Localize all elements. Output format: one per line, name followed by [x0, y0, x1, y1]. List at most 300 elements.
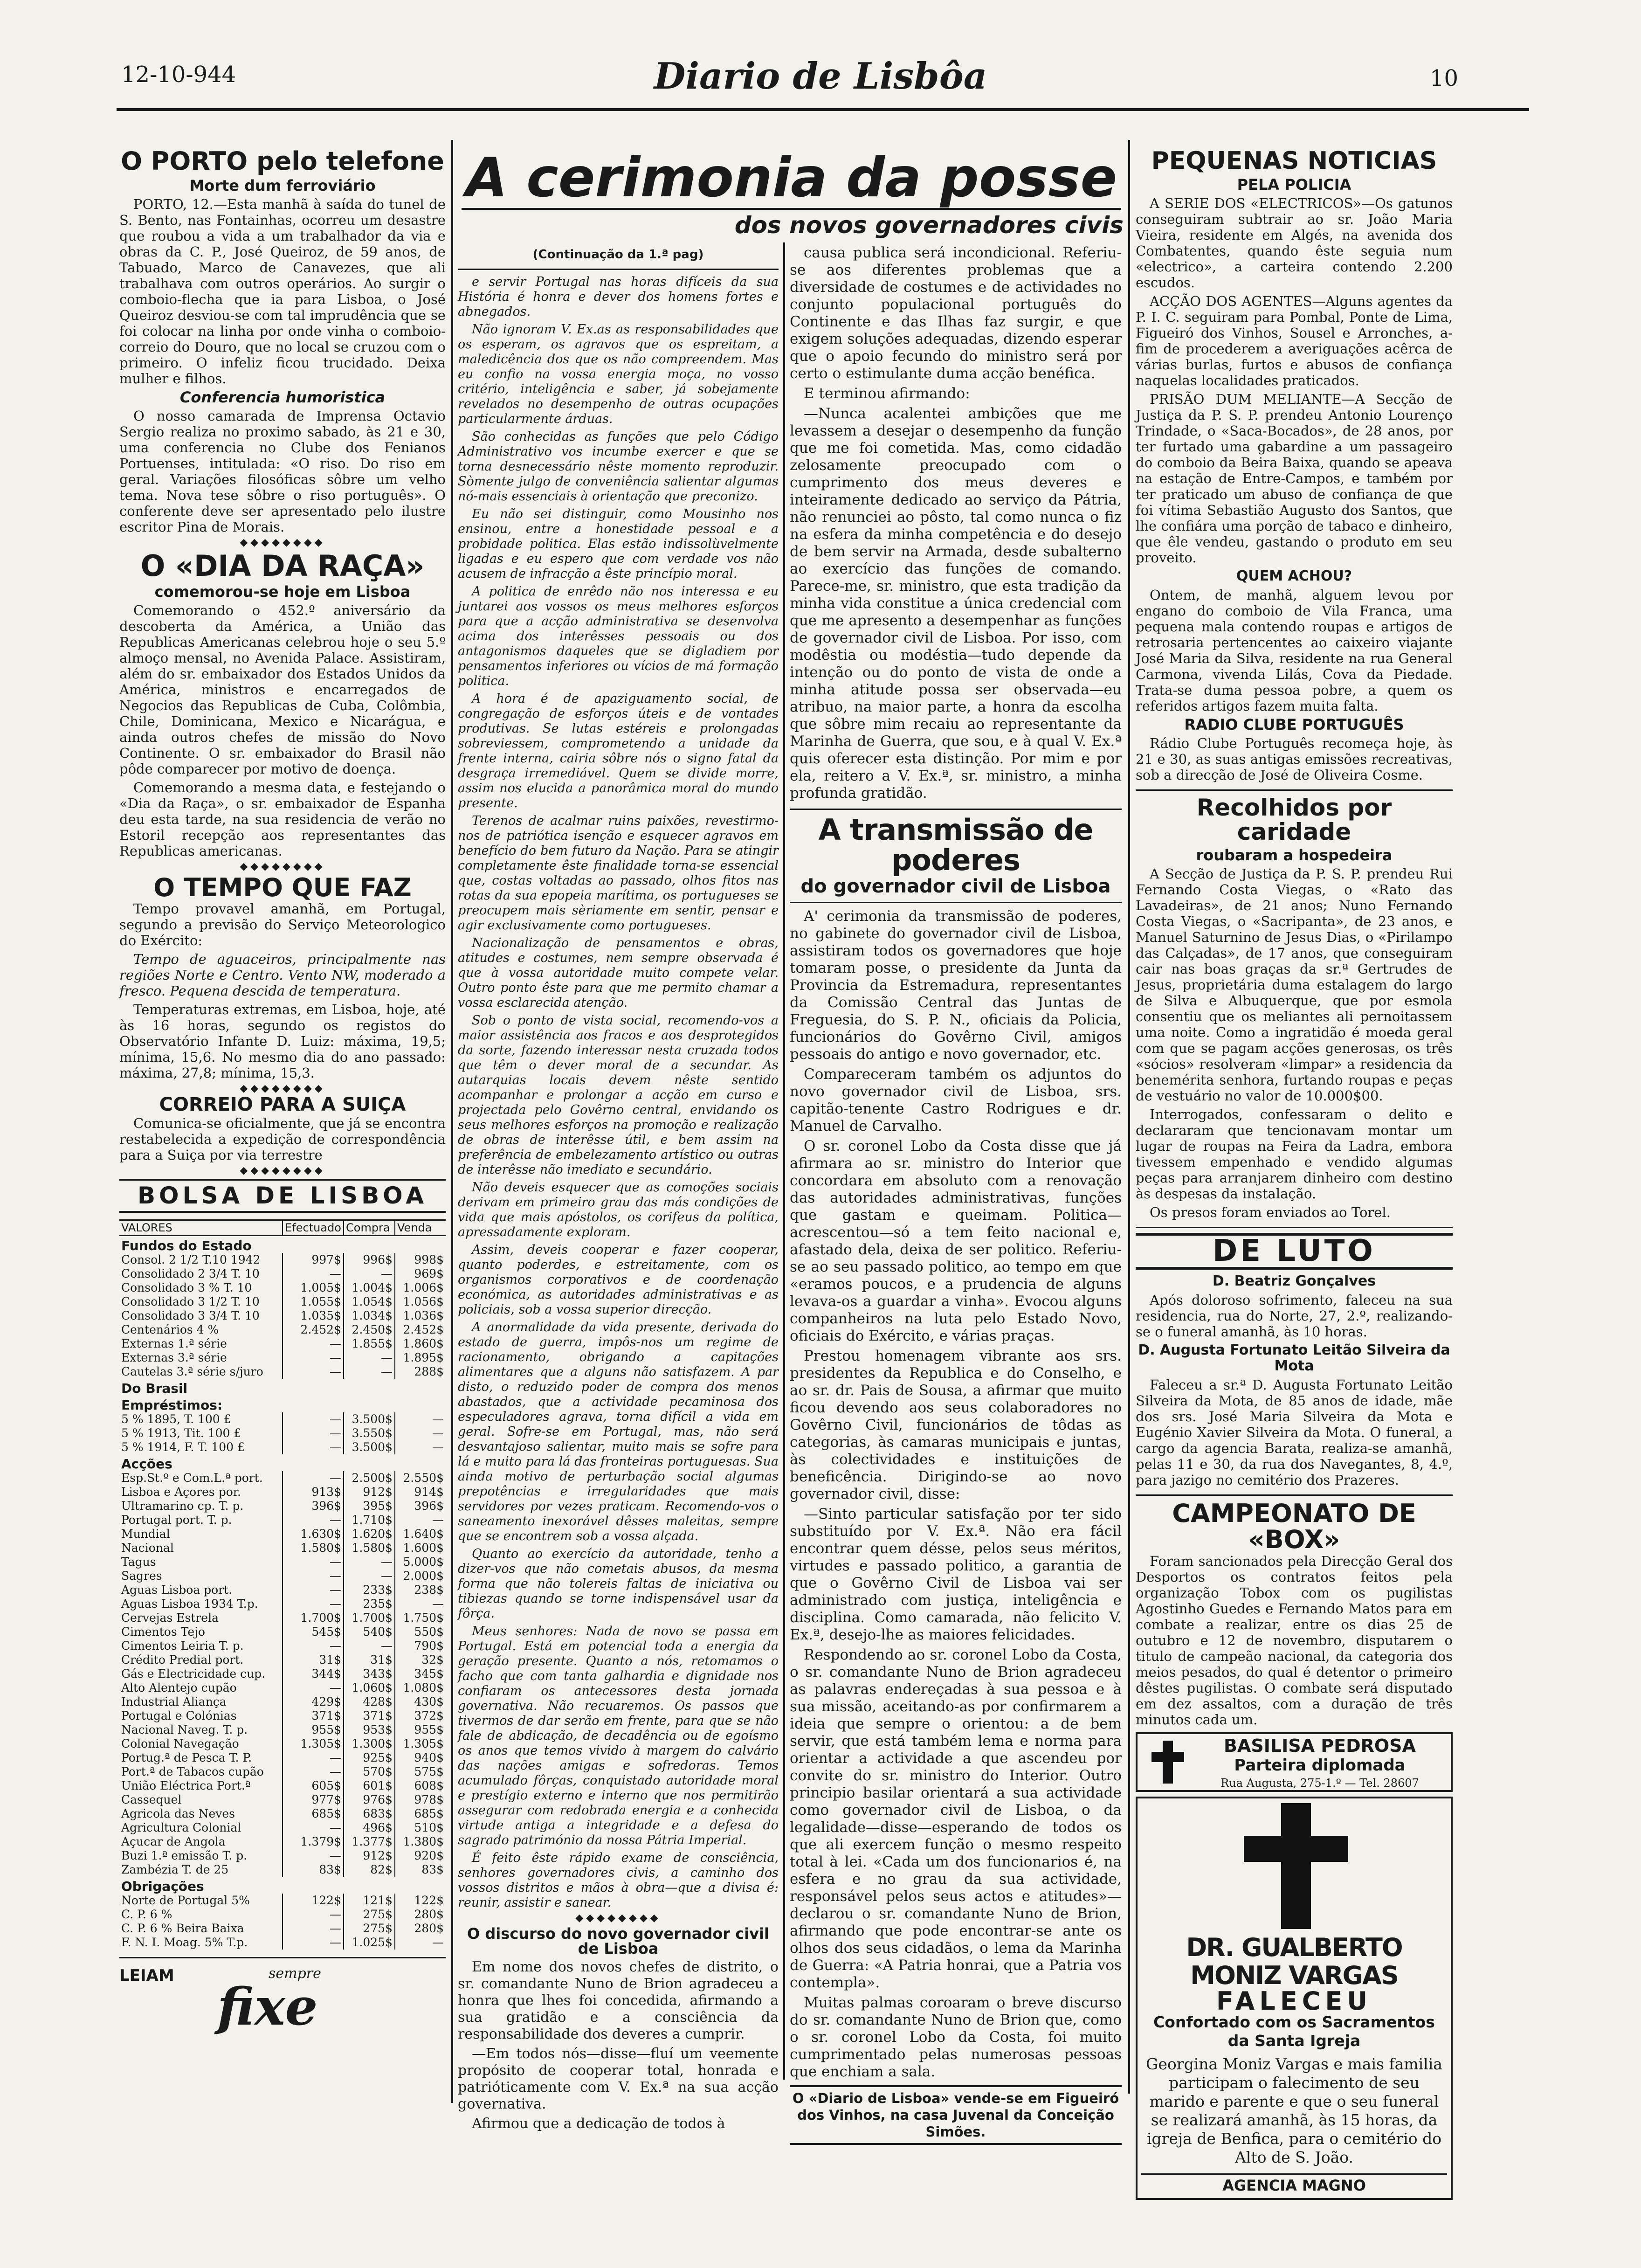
- bolsa-price: 496$: [344, 1821, 395, 1835]
- discurso-text: [458, 1959, 779, 2132]
- section-divider: ◆◆◆◆◆◆◆◆: [240, 536, 325, 548]
- bolsa-security-name: Agricola das Neves: [121, 1806, 235, 1820]
- bolsa-price: 371$: [344, 1709, 395, 1723]
- bolsa-security-name: Colonial Navegação: [121, 1736, 239, 1750]
- speech-paragraph: E terminou afirmando:: [804, 385, 970, 402]
- bolsa-rows: [119, 1235, 446, 1950]
- pequenas-paragraph: PRISÃO DUM MELIANTE—A Secção de Justiça da P. S. P. prendeu Antonio Lourenço Trindade, o «Saca-Bocados», de 28 anos, por ter furtado uma gabardine a um passageiro do comboio da Beira Baixa, quando se apeava na estação de Entre-Campos, e também por ter praticado um abuso de confiança de que foi vítima Sebastião Augusto dos Santos, que lhe confiára uma porção de tabaco e dinheiro, que êle vendeu, gastando o produto em seu proveito.: [1136, 391, 1453, 566]
- bolsa-price: 1.630$: [283, 1527, 344, 1541]
- bolsa-price: 83$: [395, 1863, 446, 1877]
- bolsa-row: [119, 1485, 446, 1499]
- bolsa-price: 5.000$: [395, 1555, 446, 1569]
- bolsa-price: —: [344, 1365, 395, 1379]
- bolsa-price: 122$: [283, 1894, 344, 1908]
- bolsa-price: 2.500$: [344, 1471, 395, 1485]
- obituary-name: DR. GUALBERTO MONIZ VARGAS: [1186, 1933, 1402, 1991]
- bolsa-row: [119, 1793, 446, 1807]
- transmissao-headline: A transmissão de poderes: [818, 813, 1093, 878]
- luto-headline: DE LUTO: [1136, 1233, 1453, 1270]
- bolsa-price: 1.300$: [344, 1737, 395, 1751]
- bolsa-security-name: Mundial: [121, 1527, 170, 1541]
- bolsa-price: 570$: [344, 1765, 395, 1779]
- discurso-paragraph: Afirmou que a dedicação de todos à: [472, 2116, 725, 2132]
- bolsa-price: 914$: [395, 1485, 446, 1499]
- bolsa-price: 288$: [395, 1365, 446, 1379]
- obituary-notice: [1136, 1797, 1453, 2200]
- bolsa-security-name: Nacional: [121, 1541, 174, 1555]
- bolsa-security-name: União Eléctrica Port.ª: [121, 1778, 251, 1792]
- bolsa-row: [119, 1597, 446, 1611]
- bolsa-price: 540$: [344, 1625, 395, 1639]
- bolsa-price: 371$: [283, 1709, 344, 1723]
- bolsa-security-name: Buzi 1.ª emissão T. p.: [121, 1848, 248, 1862]
- bolsa-price: 1.600$: [395, 1541, 446, 1555]
- bolsa-price: 3.500$: [344, 1440, 395, 1454]
- bolsa-section-row: [119, 1454, 446, 1471]
- bolsa-price: 31$: [283, 1653, 344, 1667]
- divider: [790, 809, 1122, 810]
- bolsa-price: 345$: [395, 1667, 446, 1681]
- bolsa-price: 1.855$: [344, 1337, 395, 1351]
- section-divider: ◆◆◆◆◆◆◆◆: [240, 860, 325, 872]
- bolsa-row: [119, 1412, 446, 1426]
- divider: [458, 269, 779, 270]
- bolsa-price: 343$: [344, 1667, 395, 1681]
- bolsa-security-name: Industrial Aliança: [121, 1694, 227, 1708]
- porto-headline: O PORTO pelo telefone: [121, 146, 444, 176]
- pequenas-headline: PEQUENAS NOTICIAS: [1151, 147, 1437, 175]
- column-3: [790, 244, 1122, 2140]
- bolsa-row: [119, 1471, 446, 1485]
- bolsa-price: 1.025$: [344, 1936, 395, 1950]
- bolsa-price: 31$: [344, 1653, 395, 1667]
- bolsa-security-name: Portugal e Colónias: [121, 1708, 237, 1722]
- bolsa-price: —: [283, 1412, 344, 1426]
- transmissao-paragraph: Compareceram também os adjuntos do novo governador civil de Lisboa, srs. capitão-tenente Castro Rodrigues e dr. Manuel de Carvalho.: [790, 1066, 1122, 1135]
- bolsa-security-name: Esp.St.º e Com.L.ª port.: [121, 1471, 263, 1485]
- bolsa-price: —: [283, 1267, 344, 1281]
- section-divider: ◆◆◆◆◆◆◆◆: [240, 1165, 325, 1177]
- bolsa-security-name: Consolidado 3 1/2 T. 10: [121, 1294, 260, 1308]
- bolsa-price: —: [395, 1426, 446, 1440]
- dia-raca-body: Comemorando o 452.º aniversário da descoberta da América, a União das Republicas Americanas celebrou hoje o seu 5.º almoço mensal, no Avenida Palace. Assistiram, além do sr. embaixador dos Estados Unidos da América, ministros e encarregados de Negocios das Republicas de Cuba, Colômbia, Chile, Dominicana, Mexico e Nicarágua, e ainda outros chefes de missão do Novo Continente. O sr. embaixador do Brasil não pôde comparecer por motivo de doença.: [119, 602, 446, 777]
- obituary-agency: AGENCIA MAGNO: [1141, 2173, 1447, 2193]
- bolsa-price: —: [283, 1569, 344, 1583]
- bolsa-section-label: Do Brasil: [121, 1380, 188, 1396]
- bolsa-row: [119, 1695, 446, 1709]
- bolsa-price: —: [283, 1555, 344, 1569]
- bolsa-security-name: C. P. 6 %: [121, 1907, 172, 1921]
- bolsa-security-name: Externas 1.ª série: [121, 1336, 227, 1350]
- bolsa-price: 1.034$: [344, 1309, 395, 1323]
- transmissao-text: [790, 908, 1122, 2081]
- bolsa-price: 510$: [395, 1821, 446, 1835]
- bolsa-price: —: [283, 1337, 344, 1351]
- bolsa-price: 122$: [395, 1894, 446, 1908]
- bolsa-price: —: [283, 1583, 344, 1597]
- bolsa-price: —: [283, 1751, 344, 1765]
- section-divider: ◆◆◆◆◆◆◆◆: [575, 1912, 661, 1924]
- bolsa-row: [119, 1908, 446, 1922]
- discurso-paragraph: Em nome dos novos chefes de distrito, o sr. comandante Nuno de Brion agradeceu a honra que lhes foi concedida, afirmando a sua gratidão e a consciência da responsabilidade dos deveres a cumprir.: [458, 1959, 779, 2042]
- fixe-tagline: sempre: [269, 1965, 321, 1982]
- bolsa-security-name: Cervejas Estrela: [121, 1611, 219, 1625]
- bolsa-section-row: [119, 1379, 446, 1396]
- bolsa-security-name: Cassequel: [121, 1792, 182, 1806]
- bolsa-row: [119, 1751, 446, 1765]
- bolsa-price: 685$: [395, 1807, 446, 1821]
- tempo-temperatures: Temperaturas extremas, em Lisboa, hoje, até às 16 horas, segundo os registos do Observatório Infante D. Luiz: máxima, 19,5; mínima, 15,6. No mesmo dia do ano passado: máxima, 27,8; mínima, 15,3.: [119, 1002, 446, 1081]
- bolsa-price: 83$: [283, 1863, 344, 1877]
- speech-paragraph: causa publica será incondicional. Referiu-se aos diferentes problemas que a diversidade de costumes e de actividades no conjunto populacional português do Continente e das Ilhas faz surgir, e que exigem soluções adequadas, dizendo esperar que o apoio fecundo do ministro será por certo o estimulante duma acção benéfica.: [790, 244, 1122, 382]
- bolsa-price: —: [283, 1936, 344, 1950]
- correio-body: Comunica-se oficialmente, que já se encontra restabelecida a expedição de correspondência para a Suiça por via terrestre: [119, 1115, 446, 1163]
- tempo-body: Tempo provavel amanhã, em Portugal, segundo a previsão do Serviço Meteorologico do Exército:: [119, 901, 446, 949]
- pequenas-paragraph: A SERIE DOS «ELECTRICOS»—Os gatunos conseguiram subtrair ao sr. João Maria Vieira, residente em Algés, na avenida dos Combatentes, quando êste seguia num «electrico», a carteira contendo 2.200 escudos.: [1136, 195, 1453, 290]
- bolsa-security-name: Crédito Predial port.: [121, 1653, 244, 1666]
- bolsa-security-name: Ultramarino cp. T. p.: [121, 1499, 244, 1513]
- speech-paragraph: Não deveis esquecer que as comoções sociais derivam em primeiro grau das más condições de vida que mais apóstolos, os corifeus da política, apressadamente exploram.: [458, 1180, 779, 1239]
- bolsa-price: 428$: [344, 1695, 395, 1709]
- bolsa-price: 1.700$: [344, 1611, 395, 1625]
- speech-paragraph: e servir Portugal nas horas difíceis da sua História é honra e dever dos homens fortes e abnegados.: [458, 275, 779, 319]
- bolsa-price: 1.305$: [283, 1737, 344, 1751]
- bolsa-security-name: Centenários 4 %: [121, 1322, 219, 1336]
- speech-paragraph: Sob o ponto de vista social, recomendo-vos a maior assistência aos fracos e aos desprotegidos da sorte, fazendo interessar nesta cruzada todos que têm o dever moral de a secundar. As autarquias locais devem nêste sentido acompanhar e prolongar a acção em curso e projectada pelo Govêrno central, envidando os seus melhores esforços na promoção e realização de obras de interêsse útil, e bem assim na preferência de embelezamento artístico ou outras de interêsse não imediato e secundário.: [458, 1013, 779, 1177]
- bolsa-price: 1.860$: [395, 1337, 446, 1351]
- bolsa-price: —: [344, 1267, 395, 1281]
- correio-headline: CORREIO PARA A SUIÇA: [159, 1094, 406, 1116]
- bolsa-price: —: [344, 1569, 395, 1583]
- basilisa-address: Rua Augusta, 275-1.º — Tel. 28607: [1220, 1777, 1419, 1790]
- bolsa-row: [119, 1295, 446, 1309]
- bolsa-price: 550$: [395, 1625, 446, 1639]
- pequenas-paragraph: ACÇÃO DOS AGENTES—Alguns agentes da P. I. C. seguiram para Pombal, Ponte de Lima, Figueiró dos Vinhos, Sousel e Arronches, a-fim de procederem a averiguações acêrca de várias burlas, furtos e abusos de confiança naquelas localidades praticados.: [1136, 293, 1453, 388]
- bolsa-row: [119, 1351, 446, 1365]
- bolsa-price: 912$: [344, 1485, 395, 1499]
- obituary-confortado: Confortado com os Sacramentos da Santa Igreja: [1153, 2013, 1435, 2050]
- bolsa-price: 1.305$: [395, 1737, 446, 1751]
- bolsa-price: 1.006$: [395, 1281, 446, 1295]
- bolsa-security-name: Cautelas 3.ª série s/juro: [121, 1364, 263, 1378]
- bolsa-price: 2.000$: [395, 1569, 446, 1583]
- bolsa-price: 913$: [283, 1485, 344, 1499]
- bolsa-row: [119, 1253, 446, 1267]
- bolsa-price: 344$: [283, 1667, 344, 1681]
- column-1: [119, 148, 446, 2097]
- column-rule: [1128, 140, 1130, 2094]
- bolsa-security-name: Zambézia T. de 25: [121, 1862, 229, 1876]
- bolsa-price: 233$: [344, 1583, 395, 1597]
- bolsa-price: 3.500$: [344, 1412, 395, 1426]
- bolsa-price: 1.056$: [395, 1295, 446, 1309]
- bolsa-price: 605$: [283, 1779, 344, 1793]
- bolsa-price: 1.580$: [283, 1541, 344, 1555]
- speech-paragraph: São conhecidas as funções que pelo Código Administrativo vos incumbe exercer e que se torna desnecessário nêste momento reproduzir. Sòmente julgo de conveniência salientar algumas nó-mais essenciais à orientação que preconizo.: [458, 429, 779, 504]
- bolsa-price: 953$: [344, 1723, 395, 1737]
- bolsa-row: [119, 1569, 446, 1583]
- basilisa-role: Parteira diplomada: [1234, 1756, 1406, 1775]
- bolsa-price: 601$: [344, 1779, 395, 1793]
- bolsa-row: [119, 1281, 446, 1295]
- bolsa-price: 940$: [395, 1751, 446, 1765]
- leiam-label: LEIAM: [119, 1966, 174, 1985]
- bolsa-header: Efectuado: [283, 1220, 344, 1235]
- bolsa-price: 396$: [395, 1499, 446, 1513]
- discurso-headline: O discurso do novo governador civil de Lisboa: [467, 1925, 769, 1957]
- speech-paragraph: Terenos de acalmar ruins paixões, revestirmo-nos de patriótica isenção e esquecer agravos em benefício do bem futuro da Nação. Para se atingir completamente êste finalidade torna-se essencial que, costas voltadas ao passado, olhos fitos nas rotas da sua epopeia marítima, os portugueses se preocupem mais sèriamente em sentir, pensar e agir exclusivamente como portugueses.: [458, 814, 779, 933]
- bolsa-price: 1.036$: [395, 1309, 446, 1323]
- column-rule: [783, 242, 785, 2080]
- bolsa-row: [119, 1765, 446, 1779]
- bolsa-price: —: [283, 1849, 344, 1863]
- bolsa-price: 1.895$: [395, 1351, 446, 1365]
- bolsa-security-name: Tagus: [121, 1555, 156, 1569]
- bolsa-price: 1.035$: [283, 1309, 344, 1323]
- figueiro-notice: O «Diario de Lisboa» vende-se em Figueiró dos Vinhos, na casa Juvenal da Conceição Simões.: [790, 2085, 1122, 2145]
- bolsa-row: [119, 1779, 446, 1793]
- conferencia-headline: Conferencia humoristica: [179, 388, 386, 406]
- bolsa-security-name: Aguas Lisboa 1934 T.p.: [121, 1597, 258, 1611]
- speech-paragraph: A anormalidade da vida presente, derivada do estado de guerra, impôs-nos um regime de racionamento, obrigando a capitações alimentares que a alguns não satisfazem. A par disto, o reduzido poder de compra dos menos abastados, que a actividade pecaminosa dos especuladores agrava, torna difícil a vida em geral. Sofre-se em Portugal, mas, não será desvantajoso salientar, muito mais se sofre para lá e muito para lá das fronteiras portuguesas. Sua ainda motivo de perturbação social algumas prepotências e irregularidades que mais servidores por vezes praticam. Recomendo-vos o saneamento inexorável dêsses maleitas, sempre que se encontrem sob a vossa alçada.: [458, 1320, 779, 1543]
- speech-text: [458, 275, 779, 1910]
- bolsa-security-name: Portug.ª de Pesca T. P.: [121, 1750, 252, 1764]
- bolsa-price: —: [283, 1765, 344, 1779]
- bolsa-row: [119, 1723, 446, 1737]
- bolsa-price: 280$: [395, 1922, 446, 1936]
- bolsa-price: 575$: [395, 1765, 446, 1779]
- bolsa-price: 1.710$: [344, 1513, 395, 1527]
- discurso-paragraph: —Em todos nós—disse—fluí um veemente propósito de cooperar total, honrada e patrióticamente com V. Ex.ª na sua acção governativa.: [458, 2046, 779, 2112]
- issue-date: 12-10-944: [121, 62, 236, 88]
- transmissao-paragraph: Respondendo ao sr. coronel Lobo da Costa, o sr. comandante Nuno de Brion agradeceu as palavras endereçadas à sua pessoa e à sua missão, aceitando-as por confirmarem a ideia que sempre o orientou: a de bem servir, que está também lema e norma para orientar a actividade a que ascendeu por convite do sr. ministro do Interior. Outro principio basilar orientará a sua actividade como governador civil de Lisboa, o da legalidade—disse—esperando de todos os que ali exercem função o mesmo respeito total à lei. «Cada um dos funcionarios é, na esfera e no grau da sua actividade, responsável pelos seus actos e atitudes»—declarou o sr. comandante Nuno de Brion, afirmando que pode encontrar-se ante os olhos dos seus cidadãos, o lema da Marinha de Guerra: «A Patria honrai, que a Patria vos contempla».: [790, 1646, 1122, 1991]
- bolsa-price: —: [283, 1471, 344, 1485]
- bolsa-row: [119, 1681, 446, 1695]
- bolsa-security-name: Alto Alentejo cupão: [121, 1680, 237, 1694]
- bolsa-row: [119, 1309, 446, 1323]
- bolsa-price: —: [283, 1351, 344, 1365]
- dia-raca-body: Comemorando a mesma data, e festejando o «Dia da Raça», o sr. embaixador de Espanha deu esta tarde, na sua residencia de verão no Estoril recepção aos representantes das Republicas americanas.: [119, 779, 446, 859]
- bolsa-price: 1.700$: [283, 1611, 344, 1625]
- cross-icon: [1141, 1803, 1447, 1929]
- bolsa-section-row: [119, 1396, 446, 1412]
- luto-body: Faleceu a sr.ª D. Augusta Fortunato Leitão Silveira da Mota, de 85 anos de idade, mãe dos srs. José Maria Silveira da Mota e Eugénio Xavier Silveira da Mota. O funeral, a cargo da agencia Barata, realiza-se amanhã, pelas 11 e 30, da rua dos Navegantes, 8, 4.º, para jazigo no cemitério dos Prazeres.: [1136, 1376, 1453, 1488]
- bolsa-price: 235$: [344, 1597, 395, 1611]
- bolsa-security-name: F. N. I. Moag. 5% T.p.: [121, 1935, 248, 1949]
- luto-name: D. Augusta Fortunato Leitão Silveira da Mota: [1138, 1341, 1450, 1374]
- bolsa-price: 1.005$: [283, 1281, 344, 1295]
- bolsa-section-label: Empréstimos:: [121, 1397, 223, 1413]
- bolsa-row: [119, 1835, 446, 1849]
- porto-body: PORTO, 12.—Esta manhã à saída do tunel de S. Bento, nas Fontainhas, ocorreu um desastre que roubou a vida a um trabalhador da via e obras da C. P., José Queiroz, de 59 anos, de Tabuado, Marco de Canavezes, que ali trabalhava com outros operários. Ao surgir o comboio-flecha que ia para Lisboa, o José Queiroz desviou-se com tal imprudência que se foi colocar na linha por onde vinha o comboio-correio do Douro, que no local se cruzou com o primeiro. O infeliz ficou trucidado. Deixa mulher e filhos.: [119, 196, 446, 387]
- bolsa-security-name: C. P. 6 % Beira Baixa: [121, 1921, 244, 1935]
- column-2: [458, 244, 779, 2132]
- bolsa-price: 608$: [395, 1779, 446, 1793]
- recolhidos-subheadline: roubaram a hospedeira: [1196, 846, 1393, 864]
- bolsa-price: 978$: [395, 1793, 446, 1807]
- bolsa-row: [119, 1863, 446, 1877]
- recolhidos-body: A Secção de Justiça da P. S. P. prendeu Rui Fernando Costa Viegas, o «Rato das Lavadeiras», de 21 anos; Nuno Fernando Costa Viegas, o «Sacripanta», de 23 anos, e Manuel Saturnino de Jesus Dias, o «Pirilampo das Calçadas», de 17 anos, que conseguiram cair nas boas graças da sr.ª Gertrudes de Jesus, proprietária duma estalagem do largo de Silva e Albuquerque, que por esmola consentiu que os meliantes ali pernoitassem uma noite. Como a ingratidão é moeda geral com que se pagam acções generosas, os três «sócios» resolveram «limpar» a residencia da benemérita senhora, furtando roupas e peças de vestuário no valor de 10.000$00.: [1136, 865, 1453, 1104]
- bolsa-security-name: Gás e Electricidade cup.: [121, 1666, 266, 1680]
- bolsa-price: —: [395, 1936, 446, 1950]
- bolsa-price: 1.060$: [344, 1681, 395, 1695]
- bolsa-price: 429$: [283, 1695, 344, 1709]
- leiam-ad: [119, 1957, 446, 2052]
- basilisa-name: BASILISA PEDROSA: [1224, 1736, 1416, 1756]
- speech-paragraph: Quanto ao exercício da autoridade, tenho a dizer-vos que não cometais abusos, da mesma forma que não tolereis faltas de iniciativa ou tibiezas quando se torne indispensável usar da fôrça.: [458, 1547, 779, 1621]
- obituary-faleceu: FALECEU: [1216, 1986, 1372, 2016]
- bolsa-row: [119, 1611, 446, 1625]
- bolsa-price: 685$: [283, 1807, 344, 1821]
- bolsa-table: [119, 1219, 446, 1950]
- governor-speech-end: [790, 244, 1122, 802]
- box-headline: CAMPEONATO DE «BOX»: [1172, 1498, 1416, 1555]
- bolsa-price: 3.550$: [344, 1426, 395, 1440]
- bolsa-security-name: Cimentos Leiria T. p.: [121, 1639, 244, 1653]
- bolsa-row: [119, 1709, 446, 1723]
- bolsa-price: 372$: [395, 1709, 446, 1723]
- bolsa-price: 275$: [344, 1922, 395, 1936]
- bolsa-row: [119, 1499, 446, 1513]
- bolsa-price: 1.640$: [395, 1527, 446, 1541]
- bolsa-security-name: Portugal port. T. p.: [121, 1513, 232, 1527]
- speech-paragraph: Não ignoram V. Ex.as as responsabilidades que os esperam, os agravos que os espreitam, a maledicência dos que os não compreendem. Mas eu confio na vossa energia moça, no vosso critério, inteligência e saber, já sobejamente revelados no desempenho de outras ocupações particularmente árduas.: [458, 322, 779, 426]
- bolsa-price: 1.377$: [344, 1835, 395, 1849]
- bolsa-price: 925$: [344, 1751, 395, 1765]
- bolsa-price: 790$: [395, 1639, 446, 1653]
- bolsa-price: 977$: [283, 1793, 344, 1807]
- tempo-forecast: Tempo de aguaceiros, principalmente nas regiões Norte e Centro. Vento NW, moderado a fresco. Pequena descida de temperatura.: [119, 951, 446, 999]
- speech-paragraph: A politica de enrêdo não nos interessa e eu juntarei aos vossos os meus melhores esforços para que a acção administrativa se desenvolva acima dos interêsses pessoais ou dos antagonismos daqueles que se digladiem por pensamentos inferiores ou vícios de má formação politica.: [458, 584, 779, 688]
- conferencia-body: O nosso camarada de Imprensa Octavio Sergio realiza no proximo sabado, às 21 e 30, uma conferencia no Clube dos Fenianos Portuenses, intitulada: «O riso. Do riso em geral. Variações filosóficas sôbre um velho tema. Nova tese sôbre o riso português». O conferente deve ser apresentado pelo ilustre escritor Pina de Morais.: [119, 408, 446, 535]
- bolsa-security-name: Aguas Lisboa port.: [121, 1583, 233, 1597]
- bolsa-price: 2.550$: [395, 1471, 446, 1485]
- bolsa-row: [119, 1365, 446, 1379]
- speech-paragraph: Eu não sei distinguir, como Mousinho nos ensinou, entre a honestidade pessoal e a probidade politica. Elas estão indissolùvelmente ligadas e eu espero que com verdade vos não acusem de infracção a êste princípio moral.: [458, 507, 779, 581]
- bolsa-header: Compra: [344, 1220, 395, 1235]
- bolsa-row: [119, 1737, 446, 1751]
- recolhidos-body: Interrogados, confessaram o delito e declararam que tencionavam montar um lugar de roupas na Feira da Ladra, embora tivessem empenhado e vendido algumas peças para arranjarem dinheiro com destino às despesas da instalação.: [1136, 1106, 1453, 1202]
- bolsa-price: 998$: [395, 1253, 446, 1267]
- bolsa-security-name: Consolidado 3 3/4 T. 10: [121, 1308, 260, 1322]
- bolsa-section-label: Obrigações: [121, 1878, 204, 1894]
- bolsa-price: 395$: [344, 1499, 395, 1513]
- box-body: Foram sancionados pela Direcção Geral dos Desportos os contratos feitos pela organização Tobox com os pugilistas Agostinho Guedes e Fernando Matos para em combate a realizar, entre os dias 25 de outubro e 12 de novembro, disputarem o titulo de campeão nacional, da categoria dos meios pesados, do qual é detentor o primeiro dêstes pugilistas. O combate será disputado em dez assaltos, com a duração de três minutos cada um.: [1136, 1553, 1453, 1728]
- bolsa-security-name: Lisboa e Açores por.: [121, 1485, 241, 1499]
- bolsa-security-name: 5 % 1914, F. T. 100 £: [121, 1440, 245, 1454]
- bolsa-price: 430$: [395, 1695, 446, 1709]
- bolsa-security-name: Agricultura Colonial: [121, 1820, 241, 1834]
- bolsa-price: 976$: [344, 1793, 395, 1807]
- bolsa-price: 969$: [395, 1267, 446, 1281]
- bolsa-section-label: Acções: [121, 1456, 172, 1472]
- bolsa-price: —: [283, 1513, 344, 1527]
- bolsa-price: 1.380$: [395, 1835, 446, 1849]
- bolsa-row: [119, 1583, 446, 1597]
- radio-body: Rádio Clube Português recomeça hoje, às 21 e 30, as suas antigas emissões recreativas, sob a direcção de José de Oliveira Cosme.: [1136, 735, 1453, 783]
- speech-paragraph: A hora é de apaziguamento social, de congregação de esforços úteis e de vontades produtivas. Se lutas estéreis e prolongadas sobreviessem, comprometendo a unidade da frente interna, cairia sôbre nós o signo fatal da desgraça irremediável. Quem se divide morre, assim nos elucida a panorâmica moral do mundo presente.: [458, 691, 779, 810]
- bolsa-price: 2.452$: [395, 1323, 446, 1337]
- bolsa-price: —: [283, 1426, 344, 1440]
- bolsa-security-name: Consol. 2 1/2 T.10 1942: [121, 1252, 261, 1266]
- masthead: Diario de Lisbôa: [654, 55, 987, 97]
- bolsa-section-row: [119, 1877, 446, 1894]
- bolsa-row: [119, 1936, 446, 1950]
- divider: [1136, 1494, 1453, 1496]
- bolsa-price: —: [395, 1597, 446, 1611]
- bolsa-headline: BOLSA DE LISBOA: [119, 1179, 446, 1213]
- bolsa-security-name: Norte de Portugal 5%: [121, 1893, 250, 1907]
- bolsa-row: [119, 1541, 446, 1555]
- header-rule: [117, 108, 1529, 111]
- bolsa-price: 2.452$: [283, 1323, 344, 1337]
- speech-paragraph: Nacionalização de pensamentos e obras, atitudes e costumes, nem sempre observada é que à vossa autoridade muito compete velar. Outro ponto êste para que me permito chamar a vossa esclarecida atenção.: [458, 936, 779, 1010]
- quem-achou-body: Ontem, de manhã, alguem levou por engano do comboio de Vila Franca, uma pequena mala contendo roupas e artigos de retrosaria pertencentes ao caixeiro viajante José Maria da Silva, residente na rua General Carmona, vivenda Lilás, Cova da Piedade. Trata-se duma pessoa pobre, a quem os referidos artigos fazem muita falta.: [1136, 587, 1453, 714]
- bolsa-price: 1.054$: [344, 1295, 395, 1309]
- bolsa-price: 1.750$: [395, 1611, 446, 1625]
- bolsa-price: —: [283, 1821, 344, 1835]
- bolsa-row: [119, 1426, 446, 1440]
- bolsa-price: —: [344, 1555, 395, 1569]
- divider: [1136, 789, 1453, 791]
- bolsa-row: [119, 1625, 446, 1639]
- luto-body: Após doloroso sofrimento, faleceu na sua residencia, rua do Norte, 27, 2.º, realizando-se o funeral amanhã, às 10 horas.: [1136, 1292, 1453, 1340]
- bolsa-row: [119, 1667, 446, 1681]
- dia-raca-headline: O «DIA DA RAÇA»: [140, 548, 425, 583]
- transmissao-paragraph: A' cerimonia da transmissão de poderes, no gabinete do governador civil de Lisboa, assistiram todos os governadores que hoje tomaram posse, o presidente da Junta da Provincia da Estremadura, representantes da Comissão Central das Juntas de Freguesia, do S. P. N., oficiais da Policia, funcionários do Govêrno Civil, amigos pessoais do antigo e novo governador, etc.: [790, 908, 1122, 1063]
- bolsa-row: [119, 1267, 446, 1281]
- bolsa-row: [119, 1337, 446, 1351]
- bolsa-section-label: Fundos do Estado: [121, 1238, 252, 1253]
- bolsa-price: 912$: [344, 1849, 395, 1863]
- transmissao-paragraph: Prestou homenagem vibrante aos srs. presidentes da Republica e do Conselho, e ao sr. dr. Pais de Sousa, a afirmar que muito ficou devendo aos seus colaboradores no Govêrno Civil, funcionários de tôdas as categorias, às camaras municipais e juntas, às colectividades e instituições de beneficência. Dirigindo-se ao novo governador civil, disse:: [790, 1348, 1122, 1503]
- column-4: [1136, 147, 1453, 2195]
- bolsa-price: 121$: [344, 1894, 395, 1908]
- bolsa-price: —: [395, 1440, 446, 1454]
- bolsa-price: 955$: [283, 1723, 344, 1737]
- bolsa-security-name: Consolidado 2 3/4 T. 10: [121, 1266, 260, 1280]
- bolsa-row: [119, 1807, 446, 1821]
- transmissao-paragraph: Muitas palmas coroaram o breve discurso do sr. comandante Nuno de Brion que, como o sr. coronel Lobo da Costa, foi muito cumprimentado pelas numerosas pessoas que enchiam a sala.: [790, 1994, 1122, 2081]
- divider: [790, 902, 1122, 903]
- bolsa-row: [119, 1639, 446, 1653]
- bolsa-row: [119, 1821, 446, 1835]
- bolsa-row: [119, 1849, 446, 1863]
- bolsa-price: 955$: [395, 1723, 446, 1737]
- pequenas-text: [1136, 195, 1453, 566]
- main-headline: A cerimonia da posse: [462, 148, 1121, 210]
- recolhidos-headline: Recolhidos por caridade: [1196, 794, 1392, 846]
- bolsa-price: 920$: [395, 1849, 446, 1863]
- bolsa-price: 32$: [395, 1653, 446, 1667]
- speech-paragraph: Assim, deveis cooperar e fazer cooperar, quanto poderdes, e estreitamente, com os organismos corporativos e de coordenação económica, as autoridades administrativas e as policiais, sob a vossa superior direcção.: [458, 1243, 779, 1317]
- column-rule: [451, 140, 453, 2103]
- transmissao-paragraph: O sr. coronel Lobo da Costa disse que já afirmara ao sr. ministro do Interior que concordara em absoluto com a renovação das autoridades administrativas, funções que gastam e queimam. Politica—acrescentou—só a tem feito nacional e, afastado dela, deixa de ser politico. Referiu-se ao seu passado politico, ao tempo em que «eramos poucos, e a prudencia de alguns levava-os a guardar a vinha». Evocou alguns companheiros na luta pelo Estado Novo, oficiais do Exército, e várias praças.: [790, 1138, 1122, 1345]
- bolsa-row: [119, 1555, 446, 1569]
- continuation-note: (Continuação da 1.ª pag): [532, 248, 704, 262]
- bolsa-price: —: [344, 1351, 395, 1365]
- bolsa-price: —: [283, 1908, 344, 1922]
- bolsa-price: —: [283, 1922, 344, 1936]
- bolsa-row: [119, 1513, 446, 1527]
- bolsa-price: 1.080$: [395, 1681, 446, 1695]
- bolsa-price: 997$: [283, 1253, 344, 1267]
- bolsa-row: [119, 1440, 446, 1454]
- bolsa-price: —: [283, 1639, 344, 1653]
- bolsa-security-name: Cimentos Tejo: [121, 1625, 205, 1639]
- bolsa-security-name: Sagres: [121, 1569, 162, 1583]
- speech-paragraph: Meus senhores: Nada de novo se passa em Portugal. Está em potencial toda a energia da geração presente. Quanto a nós, retomamos o facho que com tanta galhardia e dignidade nos confiaram os antecessores desta jornada governativa. Não recuaremos. Os passos que tivermos de dar serão em frente, para que se não fale de abdicação, de decadência ou de egoísmo os anos que temos vivido à margem do calvário das nações amigas e sofredoras. Temos acumulado fôrças, conquistado autoridade moral e prestígio externo e interno que nos permitirão assegurar com redobrada energia e a conhecida virtude antiga a integridade e a defesa do sagrado património da nossa Pátria Imperial.: [458, 1624, 779, 1847]
